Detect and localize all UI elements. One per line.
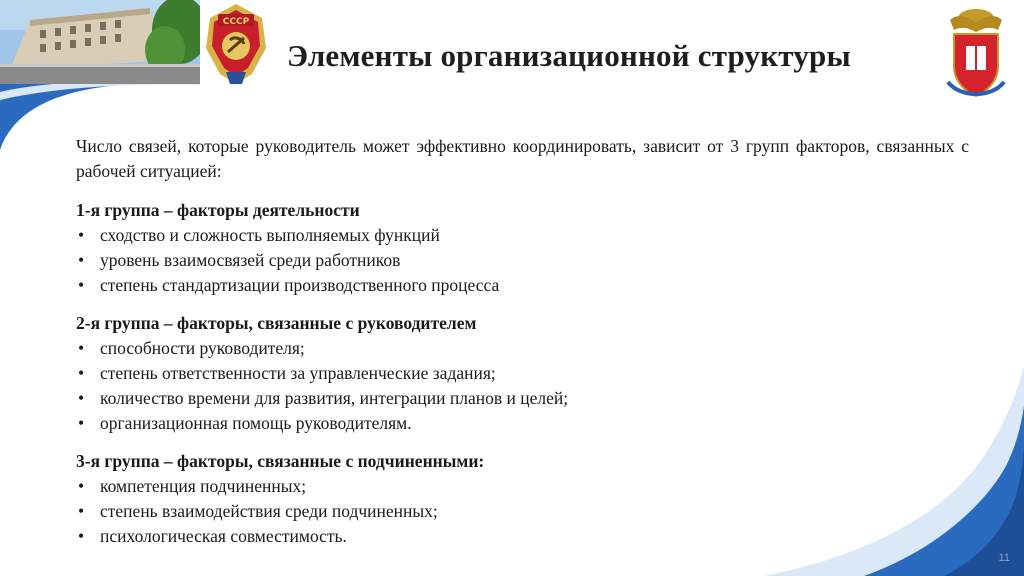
order-badge-icon: [200, 0, 272, 88]
list-item: • способности руководителя;: [76, 336, 969, 361]
group-1-title: 1-я группа – факторы деятельности: [76, 200, 360, 220]
list-item: • психологическая совместимость.: [76, 524, 969, 549]
building-photo: [0, 0, 200, 84]
list-item: • степень ответственности за управленческие задания;: [76, 361, 969, 386]
list-item: • организационная помощь руководителям.: [76, 411, 969, 436]
group-2-title: 2-я группа – факторы, связанные с руководителем: [76, 313, 477, 333]
list-item: • сходство и сложность выполняемых функций: [76, 223, 969, 248]
list-item: • количество времени для развития, интеграции планов и целей;: [76, 386, 969, 411]
group-1-list: [76, 223, 969, 298]
list-item: • уровень взаимосвязей среди работников: [76, 248, 969, 273]
slide-title: Элементы организационной структуры: [287, 38, 851, 73]
list-item: • компетенция подчиненных;: [76, 474, 969, 499]
page-number: 11: [998, 552, 1010, 564]
list-item: • степень взаимодействия среди подчиненных;: [76, 499, 969, 524]
academy-emblem-icon: [940, 4, 1012, 102]
group-3-title: 3-я группа – факторы, связанные с подчиненными:: [76, 451, 485, 471]
badge-text: СССР: [222, 17, 250, 27]
intro-paragraph: Число связей, которые руководитель может эффективно координировать, зависит от 3 групп факторов, связанных с рабочей ситуацией:: [76, 136, 969, 181]
bottom-right-blue-swoosh: [744, 366, 1024, 576]
list-item: • степень стандартизации производственного процесса: [76, 273, 969, 298]
